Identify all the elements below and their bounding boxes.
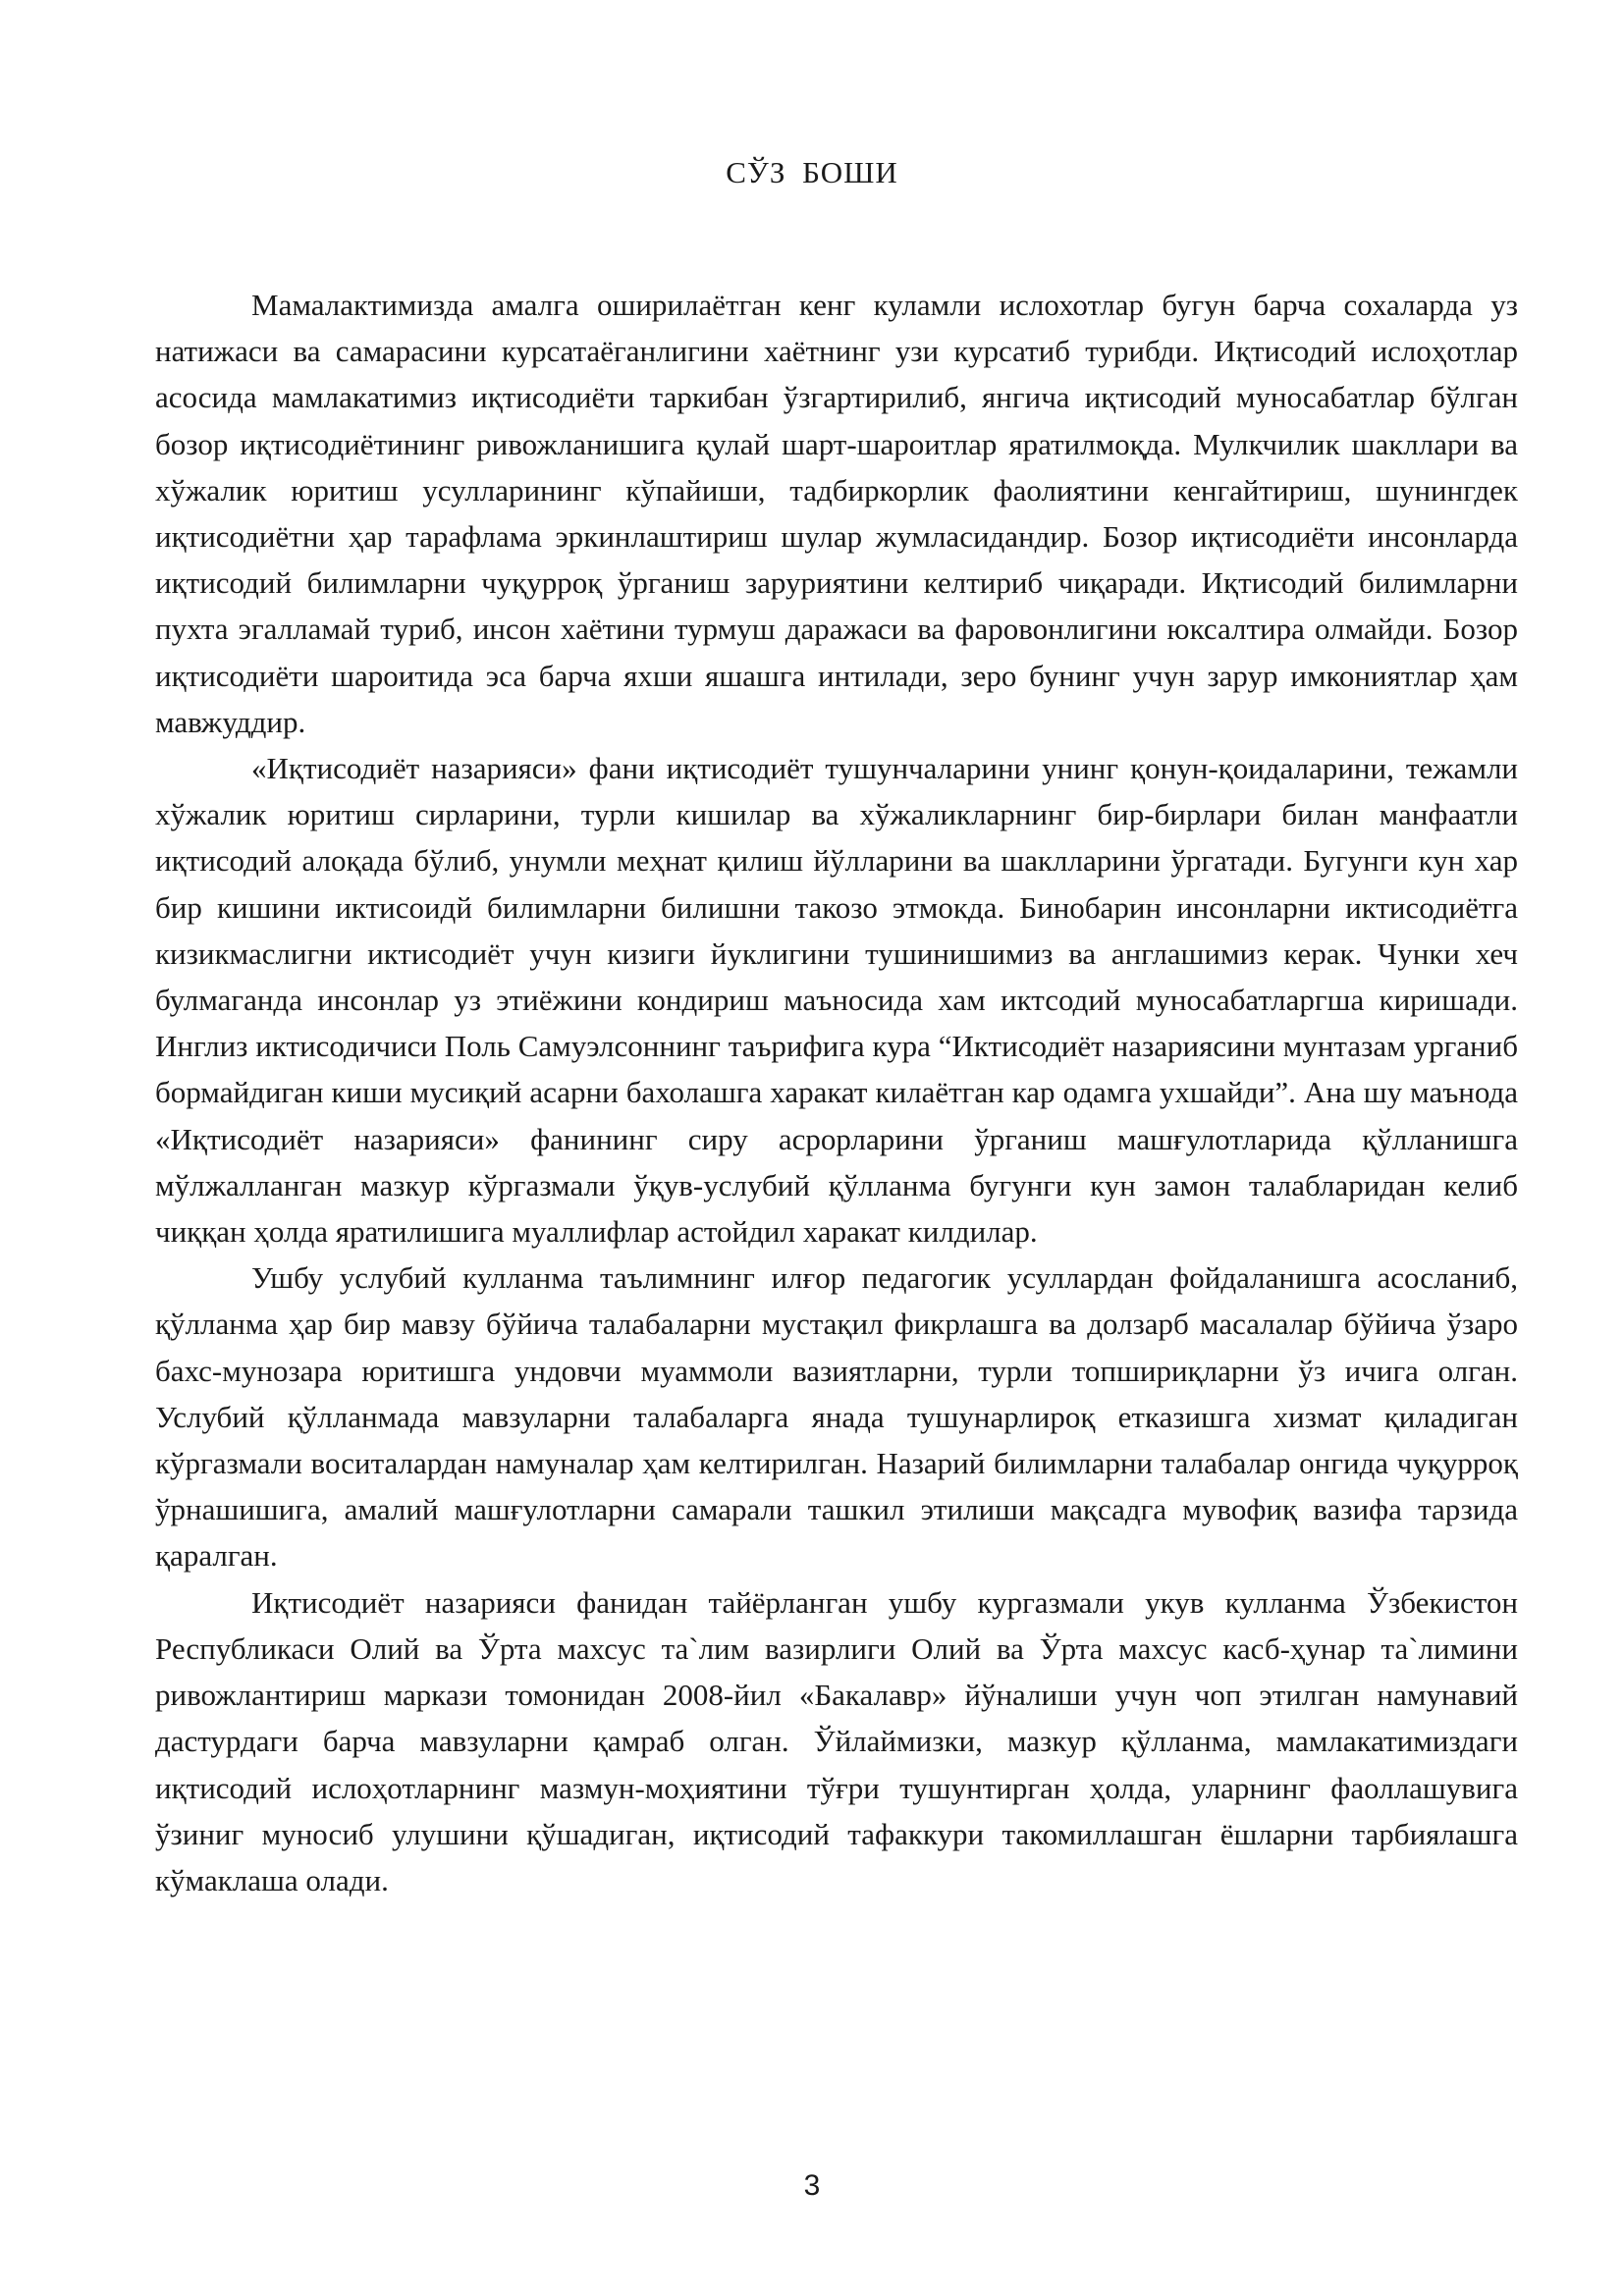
body-text [155,282,1518,1903]
page-number: 3 [803,2169,821,2202]
page-title: СЎЗ БОШИ [726,155,898,189]
paragraph-2: «Иқтисодиёт назарияси» фани иқтисодиёт тушунчаларини унинг қонун-қоидаларини, тежамли хўжалик юритиш сирларини, турли кишилар ва хўжаликларнинг бир-бирлари билан манфаатли иқтисодий алоқада бўлиб, унумли меҳнат қилиш йўлларини ва шаклларини ўргатади. Бугунги кун хар бир кишини иктисоидй билимларни билишни такозо этмокда. Бинобарин инсонларни иктисодиётга кизикмаслигни иктисодиёт учун кизиги йуклигини тушинишимиз ва англашимиз керак. Чунки хеч булмаганда инсонлар уз этиёжини кондириш маъносида хам иктсодий муносабатларгша киришади. Инглиз иктисодичиси Поль Самуэлсоннинг таърифига кура “Иктисодиёт назариясини мунтазам урганиб бормайдиган киши мусиқий асарни бахолашга харакат килаётган кар одамга ухшайди”. Ана шу маънода «Иқтисодиёт назарияси» фанининг сиру асрорларини ўрганиш машғулотларида қўлланишга мўлжалланган мазкур кўргазмали ўқув-услубий қўлланма бугунги кун замон талабларидан келиб чиққан ҳолда яратилишига муаллифлар астойдил харакат килдилар. [155,751,1518,1250]
paragraph-4: Иқтисодиёт назарияси фанидан тайёрланган ушбу кургазмали укув кулланма Ўзбекистон Республикаси Олий ва Ўрта махсус та`лим вазирлиги Олий ва Ўрта махсус касб-ҳунар та`лимини ривожлантириш маркази томонидан 2008-йил «Бакалавр» йўналиши учун чоп этилган намунавий дастурдаги барча мавзуларни қамраб олган. Ўйлаймизки, мазкур қўлланма, мамлакатимиздаги иқтисодий ислоҳотларнинг мазмун-моҳиятини тўғри тушунтирган ҳолда, уларнинг фаоллашувига ўзиниг муносиб улушини қўшадиган, иқтисодий тафаккури такомиллашган ёшларни тарбиялашга кўмаклаша олади. [155,1584,1518,1897]
paragraph-1: Мамалактимизда амалга оширилаётган кенг куламли ислохотлар бугун барча сохаларда уз натижаси ва самарасини курсатаёганлигини хаётнинг узи курсатиб турибди. Иқтисодий ислоҳотлар асосида мамлакатимиз иқтисодиёти таркибан ўзгартирилиб, янгича иқтисодий муносабатлар бўлган бозор иқтисодиётининг ривожланишига қулай шарт-шароитлар яратилмоқда. Мулкчилик шакллари ва хўжалик юритиш усулларининг кўпайиши, тадбиркорлик фаолиятини кенгайтириш, шунингдек иқтисодиётни ҳар тарафлама эркинлаштириш шулар жумласидандир. Бозор иқтисодиёти инсонларда иқтисодий билимларни чуқурроқ ўрганиш заруриятини келтириб чиқаради. Иқтисодий билимларни пухта эгалламай туриб, инсон хаётини турмуш даражаси ва фаровонлигини юксалтира олмайди. Бозор иқтисодиёти шароитида эса барча яхши яшашга интилади, зеро бунинг учун зарур имкониятлар ҳам мавжуддир. [155,288,1518,739]
paragraph-3: Ушбу услубий кулланма таълимнинг илғор педагогик усуллардан фойдаланишга асосланиб, қўлланма ҳар бир мавзу бўйича талабаларни мустақил фикрлашга ва долзарб масалалар бўйича ўзаро бахс-мунозара юритишга ундовчи муаммоли вазиятларни, турли топшириқларни ўз ичига олган. Услубий қўлланмада мавзуларни талабаларга янада тушунарлироқ етказишга хизмат қиладиган кўргазмали воситалардан намуналар ҳам келтирилган. Назарий билимларни талабалар онгида чуқурроқ ўрнашишига, амалий машғулотларни самарали ташкил этилиши мақсадга мувофиқ вазифа тарзида қаралган. [155,1260,1518,1574]
